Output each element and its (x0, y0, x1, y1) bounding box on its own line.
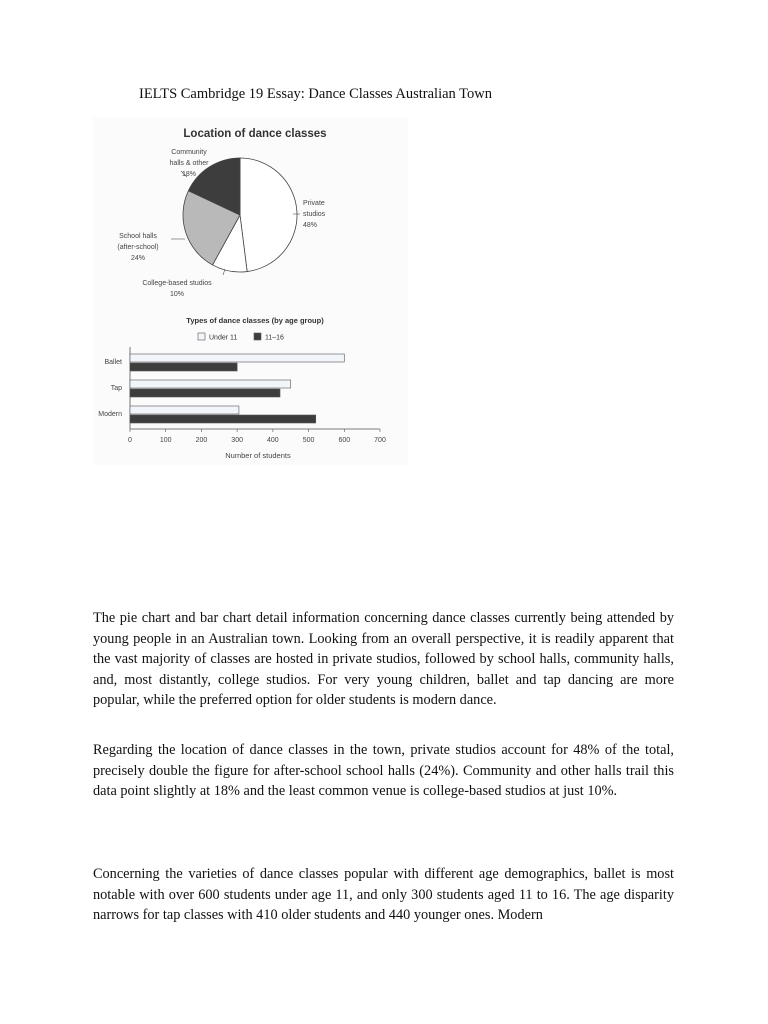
x-tick-label: 100 (159, 437, 172, 444)
pie-label-college: College-based studios 10% (142, 280, 212, 298)
bar-chart-title: Types of dance classes (by age group) (186, 316, 324, 325)
bar-tap-11-16 (130, 389, 280, 397)
bar-ballet-11-16 (130, 363, 237, 371)
x-tick-label: 300 (231, 437, 243, 444)
document-title: IELTS Cambridge 19 Essay: Dance Classes Australian Town (139, 86, 492, 102)
pie-label-private: Private studios 48% (303, 200, 326, 229)
pie-label-community: Community halls & other 18% (169, 149, 209, 178)
x-tick-label: 600 (338, 437, 351, 444)
bar-category-ballet: Ballet (104, 359, 122, 366)
pie-slice-private-studios (240, 158, 297, 272)
bar-modern-under-11 (130, 406, 239, 414)
x-tick-label: 200 (195, 437, 208, 444)
bar-category-tap: Tap (110, 385, 122, 392)
legend-label-11-16: 11–16 (265, 334, 284, 342)
x-tick-label: 700 (374, 437, 386, 444)
pie-label-school: School halls (after-school) 24% (117, 233, 159, 262)
x-tick-label: 400 (267, 437, 279, 444)
paragraph-2: Regarding the location of dance classes in the town, private studios account for 48% of the total, precisely double the figure for after-school school halls (24%). Community and other halls trail this data point slightly at 18% and the least common venue is college-based studios at just 10%. (93, 742, 674, 799)
paragraph-3: Concerning the varieties of dance classes popular with different age demographics, ballet is most notable with over 600 students under age 11, and only 300 students aged 11 to 16. The age disparity narrows for tap classes with 410 older students and 440 younger ones. Modern (93, 866, 674, 923)
paragraph-1: The pie chart and bar chart detail information concerning dance classes currently being attended by young people in an Australian town. Looking from an overall perspective, it is readily apparent that the vast majority of classes are hosted in private studios, followed by school halls, community halls, and, most distantly, college studios. For very young children, ballet and tap dancing are more popular, while the preferred option for older students is modern dance. (93, 610, 674, 708)
x-tick-label: 500 (302, 437, 315, 444)
chart-figure (93, 117, 408, 465)
legend-swatch-under-11 (198, 333, 205, 340)
bar-modern-11-16 (130, 415, 316, 423)
pie-chart-title: Location of dance classes (183, 128, 327, 140)
bar-tap-under-11 (130, 380, 291, 388)
bar-category-modern: Modern (98, 411, 122, 418)
x-tick-label: 0 (128, 437, 132, 444)
bar-ballet-under-11 (130, 354, 344, 362)
legend-swatch-11-16 (254, 333, 261, 340)
legend-label-under-11: Under 11 (209, 334, 238, 342)
bar-x-axis-label: Number of students (225, 451, 291, 460)
chart-svg (93, 117, 408, 465)
